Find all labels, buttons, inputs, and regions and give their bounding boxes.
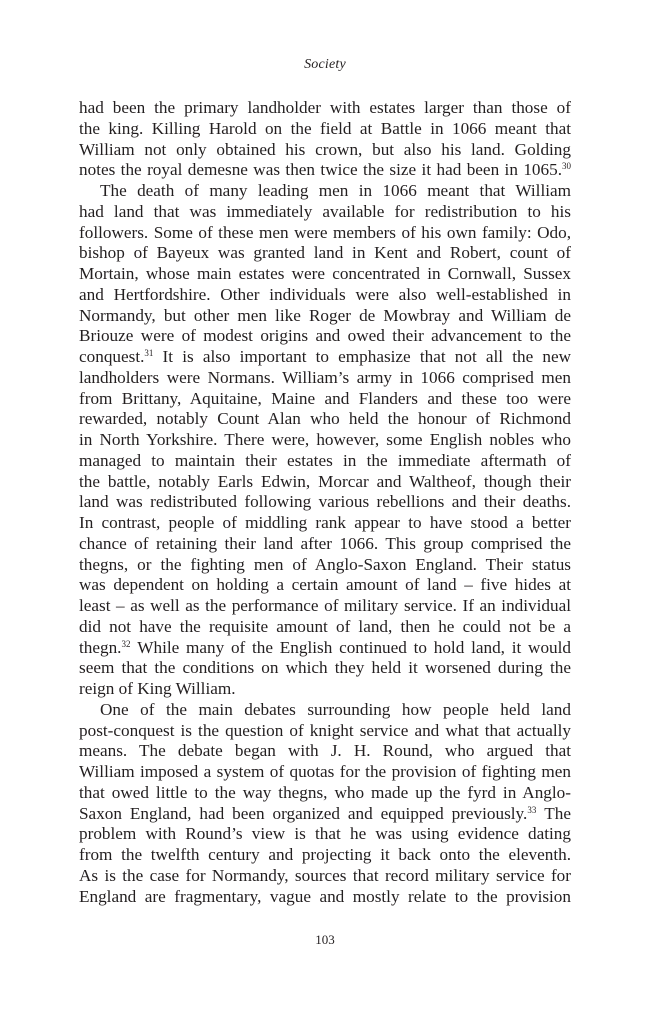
- text-line: [79, 845, 571, 866]
- running-head: Society: [304, 57, 346, 72]
- text-line: [79, 804, 571, 825]
- text-line: [79, 513, 571, 534]
- text-line: [79, 264, 571, 285]
- text-line: [79, 700, 571, 721]
- line-text-continued: It is also important to emphasize that not all the new: [153, 347, 571, 366]
- text-line: [79, 160, 571, 181]
- line-text: William imposed a system of quotas for the provision of fighting men: [79, 762, 571, 781]
- page-number: 103: [315, 932, 335, 947]
- text-line: [79, 223, 571, 244]
- text-line: [79, 762, 571, 783]
- body-text: [79, 98, 571, 907]
- text-line: [79, 534, 571, 555]
- text-line: [79, 243, 571, 264]
- line-text: landholders were Normans. William’s army in 1066 comprised men: [79, 367, 571, 387]
- line-text-continued: The: [536, 803, 571, 823]
- text-line: [79, 347, 571, 368]
- line-text: post-conquest is the question of knight service and what that actually: [79, 720, 571, 740]
- line-text: Normandy, but other men like Roger de Mowbray and William de: [79, 305, 571, 325]
- line-text: As is the case for Normandy, sources that record military service for: [79, 865, 571, 885]
- text-line: [79, 368, 571, 389]
- text-line: [79, 285, 571, 306]
- line-text: One of the main debates surrounding how people held land: [100, 699, 571, 719]
- line-text: conquest.: [79, 347, 145, 366]
- text-line: [79, 409, 571, 430]
- text-line: [79, 887, 571, 908]
- line-text: seem that the conditions on which they held it worsened during the: [79, 658, 571, 678]
- text-line: [79, 617, 571, 638]
- line-text: had been the primary landholder with estates larger than those of: [79, 98, 571, 117]
- line-text: The death of many leading men in 1066 meant that William: [100, 181, 571, 200]
- line-text: thegn.: [79, 637, 122, 657]
- text-line: [79, 658, 571, 679]
- text-line: [79, 866, 571, 887]
- line-text-continued: While many of the English continued to hold land, it would: [130, 637, 571, 657]
- text-line: [79, 451, 571, 472]
- line-text: reign of King William.: [79, 679, 236, 698]
- line-text: notes the royal demesne was then twice the size it had been in 1065.: [79, 160, 562, 180]
- footnote-marker: 31: [144, 348, 154, 358]
- line-text: In contrast, people of middling rank appear to have stood a better: [79, 513, 571, 532]
- text-line: [79, 119, 571, 140]
- line-text: England are fragmentary, vague and mostly relate to the provision: [79, 886, 571, 906]
- line-text: was dependent on holding a certain amount of land – five hides at: [79, 575, 571, 595]
- line-text: in North Yorkshire. There were, however, some English nobles who: [79, 430, 571, 449]
- text-line: [79, 721, 571, 742]
- text-line: [79, 430, 571, 451]
- text-line: [79, 140, 571, 161]
- footnote-marker: 30: [562, 161, 571, 172]
- text-line: [79, 824, 571, 845]
- text-line: [79, 389, 571, 410]
- line-text: William not only obtained his crown, but also his land. Golding: [79, 139, 571, 159]
- line-text: least – as well as the performance of military service. If an individual: [79, 596, 571, 615]
- text-line: [79, 472, 571, 493]
- line-text: thegns, or the fighting men of Anglo-Saxon England. Their status: [79, 554, 571, 574]
- line-text: from Brittany, Aquitaine, Maine and Flanders and these too were: [79, 388, 571, 408]
- line-text: rewarded, notably Count Alan who held the honour of Richmond: [79, 409, 571, 429]
- line-text: from the twelfth century and projecting it back onto the eleventh.: [79, 845, 571, 864]
- footnote-marker: 33: [527, 804, 537, 815]
- text-line: [79, 638, 571, 659]
- line-text: chance of retaining their land after 1066. This group comprised the: [79, 533, 571, 553]
- text-line: [79, 741, 571, 762]
- line-text: means. The debate began with J. H. Round, who argued that: [79, 741, 571, 761]
- line-text: Mortain, whose main estates were concentrated in Cornwall, Sussex: [79, 264, 571, 283]
- text-line: [79, 98, 571, 119]
- line-text: Briouze were of modest origins and owed their advancement to the: [79, 326, 571, 346]
- footnote-marker: 32: [121, 638, 131, 649]
- line-text: the battle, notably Earls Edwin, Morcar and Waltheof, though their: [79, 471, 571, 491]
- text-line: [79, 555, 571, 576]
- line-text: followers. Some of these men were members of his own family: Odo,: [79, 222, 571, 242]
- text-line: [79, 326, 571, 347]
- text-line: [79, 783, 571, 804]
- text-line: [79, 679, 571, 700]
- line-text: Saxon England, had been organized and equipped previously.: [79, 803, 528, 823]
- text-line: [79, 575, 571, 596]
- line-text: land was redistributed following various rebellions and their deaths.: [79, 492, 571, 512]
- text-line: [79, 202, 571, 223]
- text-line: [79, 492, 571, 513]
- line-text: bishop of Bayeux was granted land in Kent and Robert, count of: [79, 243, 571, 263]
- line-text: the king. Killing Harold on the field at Battle in 1066 meant that: [79, 118, 571, 138]
- line-text: problem with Round’s view is that he was using evidence dating: [79, 824, 571, 844]
- text-line: [79, 596, 571, 617]
- line-text: had land that was immediately available for redistribution to his: [79, 201, 571, 221]
- text-line: [79, 181, 571, 202]
- text-line: [79, 306, 571, 327]
- line-text: did not have the requisite amount of land, then he could not be a: [79, 616, 571, 636]
- line-text: that owed little to the way thegns, who made up the fyrd in Anglo-: [79, 782, 571, 802]
- line-text: and Hertfordshire. Other individuals were also well-established in: [79, 284, 571, 304]
- line-text: managed to maintain their estates in the immediate aftermath of: [79, 450, 571, 470]
